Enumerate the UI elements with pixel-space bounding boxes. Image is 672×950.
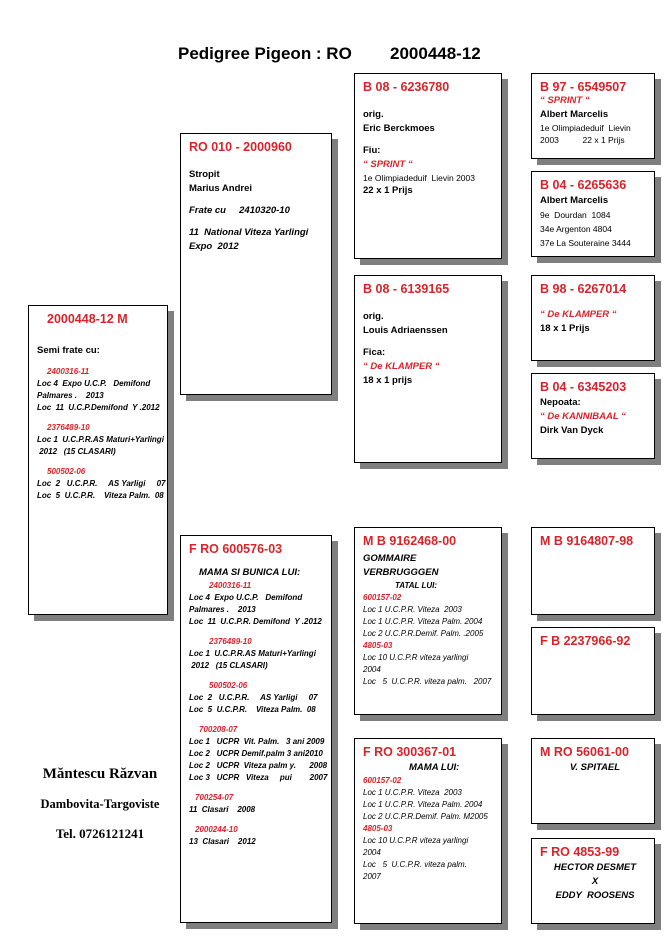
breeder-phone: Tel. 0726121241: [55, 826, 145, 841]
sire-sire-ring-number: B 08 - 6236780: [363, 80, 450, 94]
dam-line: MAMA SI BUNICA LUI:: [199, 567, 301, 578]
sire-line: Marius Andrei: [189, 183, 252, 194]
ds-line: 2004: [363, 665, 381, 674]
dam-line: Loc 4 Expo U.C.P. Demifond: [189, 593, 303, 602]
sd-dam-ring-number: B 04 - 6345203: [540, 380, 627, 394]
main-line: Loc 2 U.C.P.R. AS Yarligi 07: [37, 479, 166, 488]
dam-line: Loc 1 UCPR Vit. Palm. 3 ani 2009: [189, 737, 325, 746]
dd-line: Loc 1 U.C.P.R. Viteza Palm. 2004: [363, 800, 483, 809]
dd-dam-ring-number: F RO 4853-99: [540, 845, 620, 859]
ssd-line: 9e Dourdan 1084: [540, 210, 611, 220]
main-line: Palmares . 2013: [37, 391, 104, 400]
ssd-line: Albert Marcelis: [540, 195, 609, 206]
ds-line: Loc 10 U.C.P.R viteza yarlingi: [363, 653, 469, 662]
sire-sire-card: [354, 73, 502, 259]
ss-dam-ring-number: B 04 - 6265636: [540, 178, 627, 192]
dam-line: Loc 5 U.C.P.R. Viteza Palm. 08: [189, 705, 316, 714]
ss-line: Fiu:: [363, 145, 381, 156]
dam-line: 2400316-11: [209, 581, 252, 590]
ds-line: TATAL LUI:: [395, 581, 438, 590]
ds-line: VERBRUGGGEN: [363, 567, 439, 578]
sds-line: “ De KLAMPER “: [540, 309, 617, 320]
sd-sire-card: [531, 275, 655, 361]
dd-line: Loc 5 U.C.P.R. viteza palm.: [363, 860, 467, 869]
breeder-name: Măntescu Răzvan: [42, 766, 158, 782]
ddd-line: EDDY ROOSENS: [555, 890, 635, 901]
dd-line: Loc 1 U.C.P.R. Viteza 2003: [363, 788, 462, 797]
sds-line: 18 x 1 Prijs: [540, 323, 590, 334]
breeder-city: Dambovita-Targoviste: [40, 797, 160, 811]
sd-line: 18 x 1 prijs: [363, 375, 413, 386]
sire-line: 11 National Viteza Yarlingi: [189, 227, 309, 238]
dam-line: Loc 2 UCPR Demif.palm 3 ani2010: [189, 749, 323, 758]
main-line: 500502-06: [47, 467, 86, 476]
main-line: Loc 4 Expo U.C.P. Demifond: [37, 379, 151, 388]
main-line: Semi frate cu:: [37, 345, 100, 356]
main-pigeon-card: [28, 305, 168, 615]
sdd-line: Nepoata:: [540, 397, 581, 408]
sss-line: 1e Olimpiadeduif Lievin: [540, 123, 631, 133]
main-line: Loc 5 U.C.P.R. Viteza Palm. 08: [37, 491, 164, 500]
ds-line: Loc 1 U.C.P.R. Viteza 2003: [363, 605, 462, 614]
ds-line: 4805-03: [363, 641, 393, 650]
title-ring-number: 2000448-12: [390, 44, 481, 63]
sd-line: Fica:: [363, 347, 386, 358]
dd-line: 4805-03: [363, 824, 393, 833]
ss-sire-card: [531, 73, 655, 159]
dam-line: 700254-07: [195, 793, 234, 802]
dam-line: Loc 2 U.C.P.R. AS Yarligi 07: [189, 693, 318, 702]
dam-line: Loc 11 U.C.P.R. Demifond Y .2012: [189, 617, 322, 626]
sdd-line: Dirk Van Dyck: [540, 425, 604, 436]
dam-line: Palmares . 2013: [189, 605, 256, 614]
main-line: 2400316-11: [47, 367, 90, 376]
main-ring-number: 2000448-12 M: [47, 312, 128, 326]
title-label: Pedigree Pigeon : RO: [178, 44, 352, 63]
page-title: [178, 44, 481, 64]
sire-line: Stropit: [189, 169, 220, 180]
ssd-line: 34e Argenton 4804: [540, 224, 612, 234]
ddd-line: HECTOR DESMET: [553, 862, 637, 873]
ds-line: 600157-02: [363, 593, 402, 602]
ss-dam-card: [531, 171, 655, 257]
dd-line: 600157-02: [363, 776, 402, 785]
dd-dam-card: [531, 838, 655, 924]
sire-card: [180, 133, 332, 395]
ds-line: Loc 1 U.C.P.R. Viteza Palm. 2004: [363, 617, 483, 626]
sd-line: Louis Adriaenssen: [363, 325, 448, 336]
dam-line: 13 Clasari 2012: [189, 837, 256, 846]
ds-line: Loc 5 U.C.P.R. viteza palm. 2007: [363, 677, 492, 686]
dd-line: 2007: [363, 872, 381, 881]
ss-line: “ SPRINT “: [363, 159, 413, 170]
dd-line: MAMA LUI:: [409, 762, 460, 773]
dam-line: 700208-07: [199, 725, 238, 734]
sss-line: Albert Marcelis: [540, 109, 609, 120]
dam-line: 2000244-10: [195, 825, 238, 834]
ssd-line: 37e La Souteraine 3444: [540, 238, 631, 248]
ds-line: GOMMAIRE: [363, 553, 417, 564]
sire-line: Expo 2012: [189, 241, 239, 252]
dam-dam-ring-number: F RO 300367-01: [363, 745, 457, 759]
dam-line: Loc 3 UCPR Viteza pui 2007: [189, 773, 328, 782]
sd-dam-card: [531, 373, 655, 459]
main-line: 2012 (15 CLASARI): [37, 447, 116, 456]
ddd-line: X: [591, 876, 599, 887]
ss-line: 22 x 1 Prijs: [363, 185, 413, 196]
dam-line: Loc 2 UCPR Viteza palm y. 2008: [189, 761, 328, 770]
main-line: Loc 11 U.C.P.Demifond Y .2012: [37, 403, 160, 412]
ds-sire-card: [531, 527, 655, 615]
ss-sire-ring-number: B 97 - 6549507: [540, 80, 627, 94]
sd-sire-ring-number: B 98 - 6267014: [540, 282, 627, 296]
breeder-info: [30, 766, 170, 856]
dam-sire-card: [354, 527, 502, 715]
dd-line: Loc 10 U.C.P.R viteza yarlingi: [363, 836, 469, 845]
dam-line: 2376489-10: [209, 637, 252, 646]
dds-line: V. SPITAEL: [569, 762, 621, 773]
ss-line: 1e Olimpiadeduif Lievin 2003: [363, 173, 475, 183]
dam-line: 500502-06: [209, 681, 248, 690]
dd-line: 2004: [363, 848, 381, 857]
ss-line: orig.: [363, 109, 384, 120]
sire-ring-number: RO 010 - 2000960: [189, 140, 292, 154]
dam-ring-number: F RO 600576-03: [189, 542, 283, 556]
dam-line: Loc 1 U.C.P.R.AS Maturi+Yarlingi: [189, 649, 316, 658]
ds-dam-card: [531, 627, 655, 715]
ss-line: Eric Berckmoes: [363, 123, 435, 134]
dd-line: Loc 2 U.C.P.R.Demif. Palm. M2005: [363, 812, 488, 821]
sdd-line: “ De KANNIBAAL “: [540, 411, 626, 422]
dam-dam-card: [354, 738, 502, 924]
ds-line: Loc 2 U.C.P.R.Demif. Palm. .2005: [363, 629, 484, 638]
ds-sire-ring-number: M B 9164807-98: [540, 534, 634, 548]
dd-sire-card: [531, 738, 655, 824]
dd-sire-ring-number: M RO 56061-00: [540, 745, 629, 759]
sire-dam-card: [354, 275, 502, 463]
dam-line: 2012 (15 CLASARI): [189, 661, 268, 670]
dam-card: [180, 535, 332, 923]
main-line: 2376489-10: [47, 423, 90, 432]
sss-line: 2003 22 x 1 Prijs: [540, 135, 625, 145]
dam-sire-ring-number: M B 9162468-00: [363, 534, 457, 548]
dam-line: 11 Clasari 2008: [189, 805, 256, 814]
main-line: Loc 1 U.C.P.R.AS Maturi+Yarlingi: [37, 435, 164, 444]
sss-line: “ SPRINT “: [540, 95, 590, 106]
sire-dam-ring-number: B 08 - 6139165: [363, 282, 450, 296]
ds-dam-ring-number: F B 2237966-92: [540, 634, 631, 648]
sd-line: “ De KLAMPER “: [363, 361, 440, 372]
sire-line: Frate cu 2410320-10: [189, 205, 290, 216]
sd-line: orig.: [363, 311, 384, 322]
